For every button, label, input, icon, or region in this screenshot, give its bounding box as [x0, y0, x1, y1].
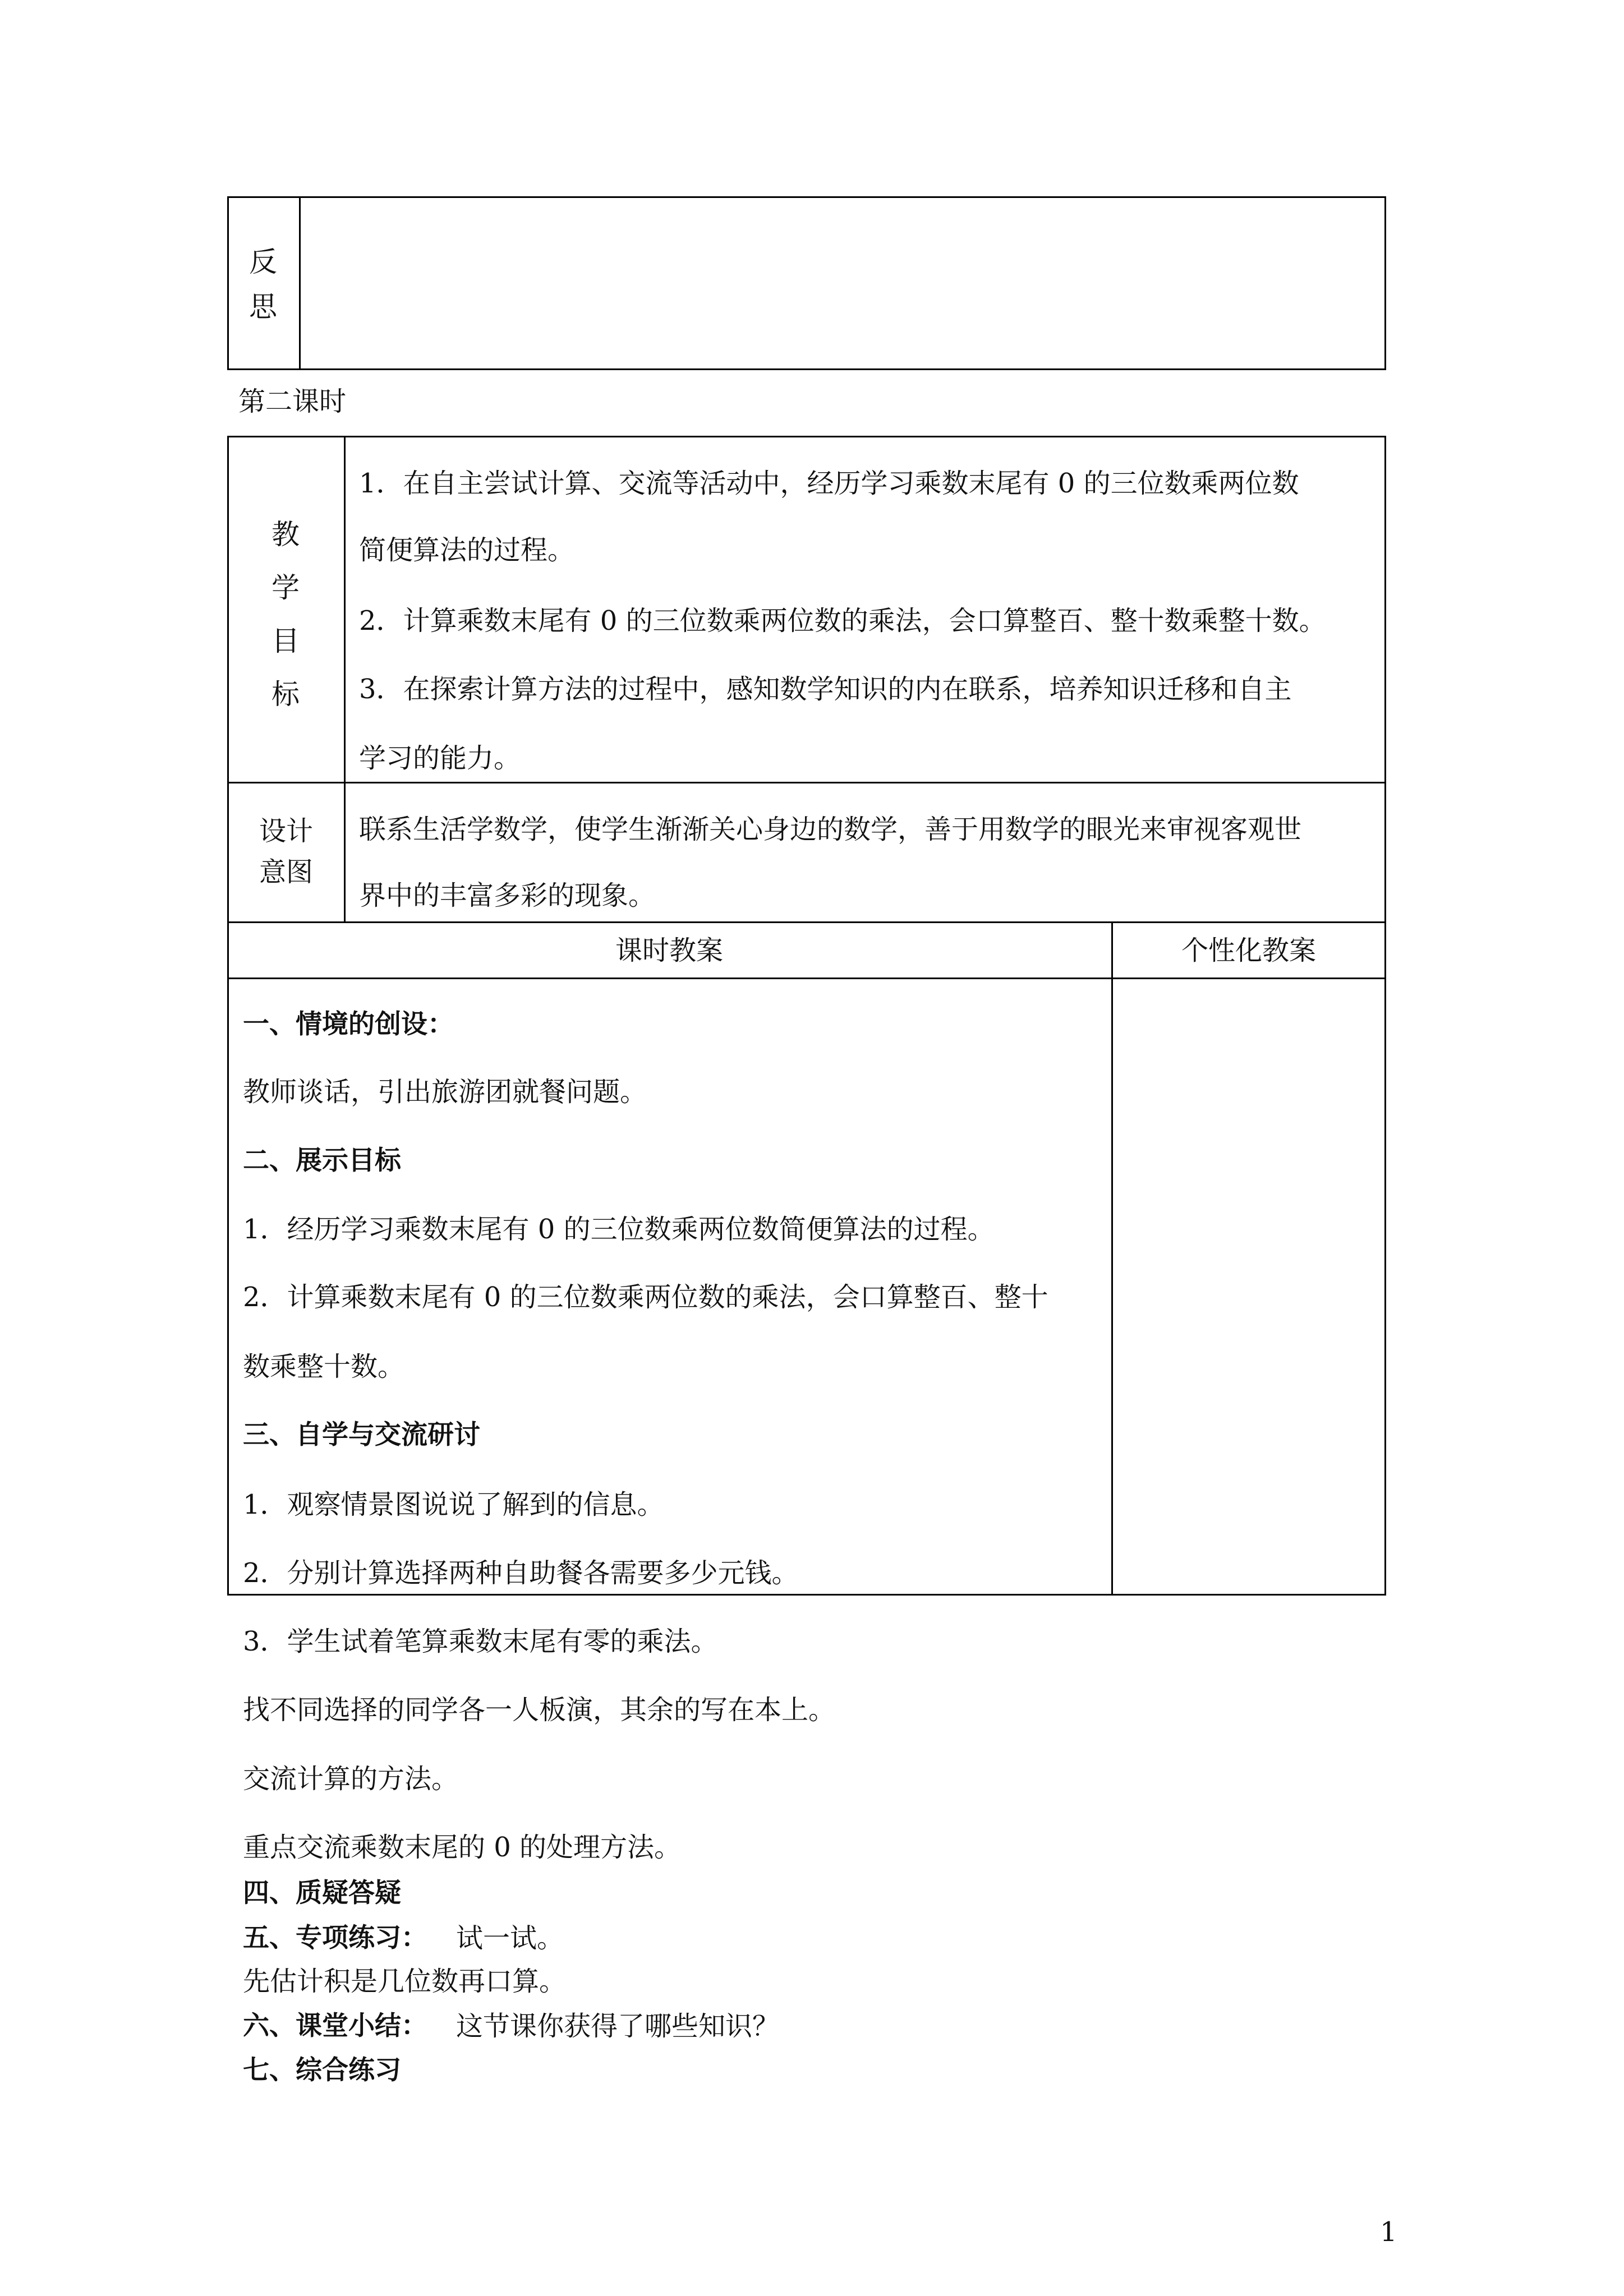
- plan-line: 先估计积是几位数再口算。: [243, 1966, 567, 1997]
- section-title: 三、自学与交流研讨: [243, 1419, 480, 1450]
- design-label-1: 设计: [259, 815, 313, 847]
- section-title: 四、质疑答疑: [243, 1878, 401, 1908]
- reflection-label-1: 反: [249, 246, 277, 278]
- row-divider-design: [227, 921, 1386, 923]
- plan-header: 课时教案: [615, 935, 723, 966]
- plan-line: 2．分别计算选择两种自助餐各需要多少元钱。: [243, 1557, 799, 1589]
- reflection-label-2: 思: [249, 291, 277, 323]
- plan-line: 1．经历学习乘数末尾有 0 的三位数乘两位数简便算法的过程。: [243, 1214, 995, 1245]
- design-line: 联系生活学数学，使学生渐渐关心身边的数学，善于用数学的眼光来审视客观世: [359, 814, 1302, 845]
- objectives-label-2: 学: [272, 571, 300, 604]
- objective-line: 简便算法的过程。: [359, 534, 575, 566]
- plan-line: 数乘整十数。: [243, 1351, 405, 1382]
- plan-inline-text: 这节课你获得了哪些知识？: [456, 2011, 780, 2042]
- section-title: 六、课堂小结：: [243, 2011, 427, 2041]
- reflection-table: [227, 196, 1386, 370]
- plan-inline-text: 试一试。: [456, 1922, 564, 1954]
- objectives-label-3: 目: [272, 625, 300, 657]
- row-divider-objectives: [227, 782, 1386, 783]
- plan-column-divider: [1111, 921, 1113, 1596]
- objective-line: 学习的能力。: [359, 743, 521, 774]
- objective-line: 3．在探索计算方法的过程中，感知数学知识的内在联系，培养知识迁移和自主: [359, 674, 1292, 705]
- objective-line: 1．在自主尝试计算、交流等活动中，经历学习乘数末尾有 0 的三位数乘两位数: [359, 468, 1299, 499]
- page-number: 1: [1380, 2216, 1397, 2248]
- plan-line: 重点交流乘数末尾的 0 的处理方法。: [243, 1832, 682, 1863]
- plan-line: 教师谈话，引出旅游团就餐问题。: [243, 1076, 647, 1108]
- plan-line: 2．计算乘数末尾有 0 的三位数乘两位数的乘法，会口算整百、整十: [243, 1281, 1048, 1313]
- objectives-label-4: 标: [272, 678, 300, 711]
- design-line: 界中的丰富多彩的现象。: [359, 880, 656, 911]
- section-title: 七、综合练习: [243, 2055, 401, 2086]
- lesson-title: 第二课时: [238, 386, 347, 417]
- design-label-2: 意图: [259, 856, 313, 888]
- plan-line: 1．观察情景图说说了解到的信息。: [243, 1489, 664, 1520]
- section-title: 二、展示目标: [243, 1145, 401, 1176]
- plan-line: 找不同选择的同学各一人板演，其余的写在本上。: [243, 1694, 836, 1726]
- objective-line: 2．计算乘数末尾有 0 的三位数乘两位数的乘法，会口算整百、整十数乘整十数。: [359, 605, 1326, 637]
- section-title: 五、专项练习：: [243, 1922, 427, 1953]
- reflection-divider: [299, 196, 301, 370]
- objectives-label-1: 教: [272, 518, 300, 551]
- section-title: 一、情境的创设：: [243, 1009, 454, 1040]
- row-divider-header: [227, 978, 1386, 979]
- personalized-header: 个性化教案: [1181, 935, 1316, 966]
- plan-line: 3．学生试着笔算乘数末尾有零的乘法。: [243, 1626, 718, 1657]
- label-column-divider: [344, 436, 346, 921]
- plan-line: 交流计算的方法。: [243, 1763, 459, 1795]
